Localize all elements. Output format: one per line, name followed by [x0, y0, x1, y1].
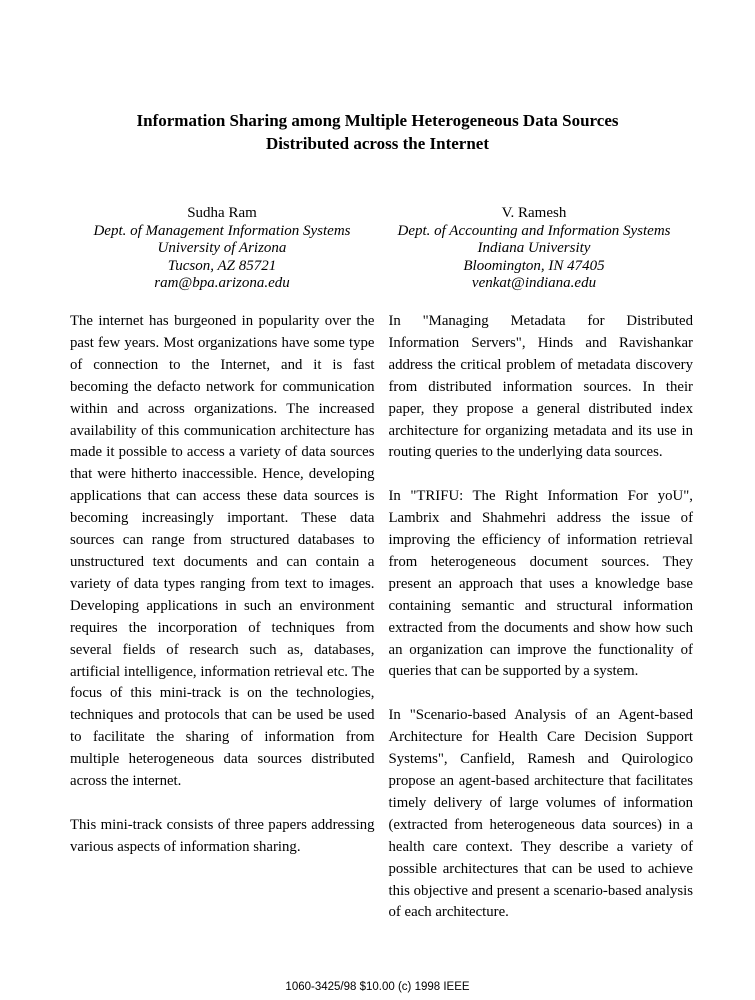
author-city: Tucson, AZ 85721	[167, 257, 277, 274]
body-paragraph: In "Scenario-based Analysis of an Agent-based Architecture for Health Care Decision Support Systems", Canfield, Ramesh and Quirologico propose an agent-based architecture that facilitates timely delivery of large volumes of information (extracted from heterogeneous data sources) in a health care context. They describe a variety of possible architectures that can be used to achieve this objective and present a scenario-based analysis of each architecture.	[388, 707, 693, 921]
body-paragraph: In "Managing Metadata for Distributed Information Servers", Hinds and Ravishankar address the critical problem of metadata discovery from distributed information sources. In their paper, they propose a general distributed index architecture for organizing metadata and its use in routing queries to the underlying data sources.	[388, 313, 693, 461]
author-university: Indiana University	[477, 240, 591, 257]
author-name: V. Ramesh	[501, 205, 567, 221]
author-department: Dept. of Accounting and Information Systems	[397, 222, 671, 239]
body-columns	[70, 311, 693, 946]
author-block-1	[66, 205, 378, 293]
author-email: venkat@indiana.edu	[471, 275, 597, 292]
authors-row	[66, 205, 690, 293]
paper-title	[0, 109, 755, 155]
body-paragraph: This mini-track consists of three papers addressing various aspects of information sharing.	[70, 816, 375, 855]
author-city: Bloomington, IN 47405	[463, 257, 605, 274]
author-block-2	[378, 205, 690, 293]
paper-title-line-2: Distributed across the Internet	[265, 134, 490, 153]
author-name: Sudha Ram	[187, 205, 257, 221]
body-paragraph: In "TRIFU: The Right Information For yoU", Lambrix and Shahmehri address the issue of improving the efficiency of information retrieval from heterogeneous document sources. They present an approach that uses a knowledge base containing semantic and structural information extracted from the documents and show how such an organization can improve the functionality of queries that can be supported by a system.	[388, 488, 693, 680]
body-paragraph: The internet has burgeoned in popularity over the past few years. Most organizations have some type of connection to the Internet, and it is fast becoming the defacto network for communication within and across organizations. The increased availability of this communication architecture has made it possible to access a variety of data sources that were hitherto inaccessible. Hence, developing applications that can access these data sources is becoming increasingly important. These data sources can range from structured databases to unstructured text documents and can contain a variety of data types ranging from text to images. Developing applications in such an environment requires the incorporation of techniques from several fields of research such as, databases, artificial intelligence, information retrieval etc. The focus of this mini-track is on the technologies, techniques and protocols that can be used be used to facilitate the sharing of information from multiple heterogeneous data sources distributed across the internet.	[70, 313, 375, 790]
author-email: ram@bpa.arizona.edu	[154, 275, 290, 292]
author-university: University of Arizona	[157, 240, 287, 257]
left-column	[70, 311, 375, 946]
paper-title-line-1: Information Sharing among Multiple Heterogeneous Data Sources	[136, 111, 619, 130]
right-column	[389, 311, 694, 946]
copyright-notice: 1060-3425/98 $10.00 (c) 1998 IEEE	[285, 981, 470, 993]
author-department: Dept. of Management Information Systems	[93, 222, 351, 239]
